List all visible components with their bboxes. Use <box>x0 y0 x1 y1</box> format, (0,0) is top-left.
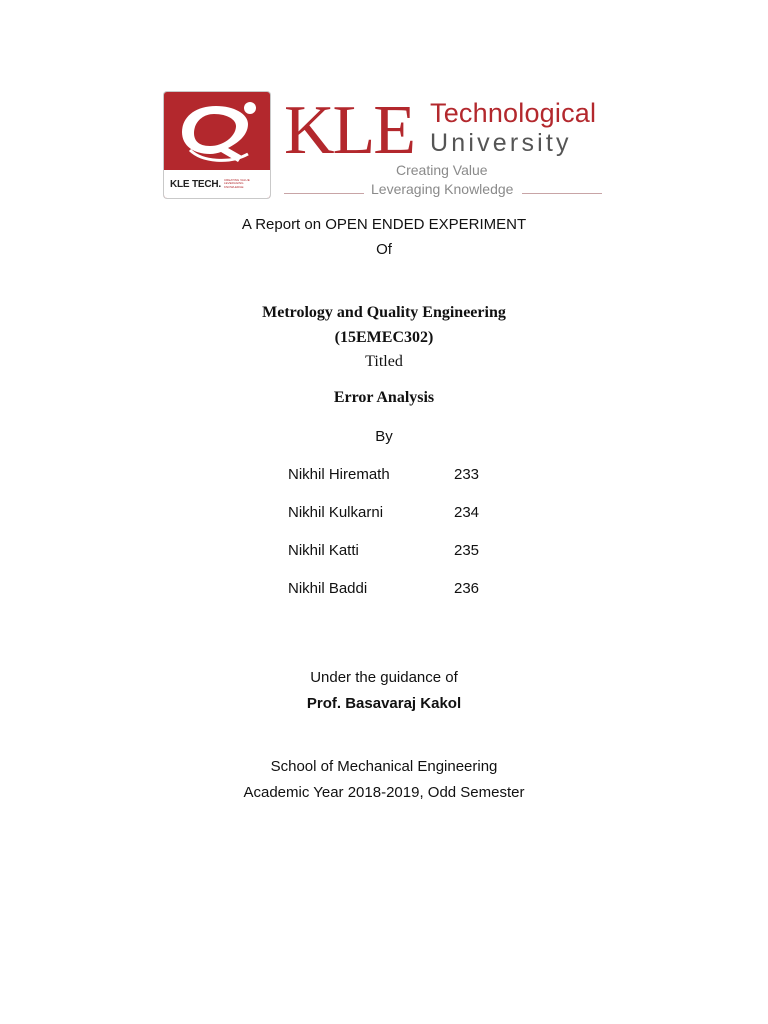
guide-name: Prof. Basavaraj Kakol <box>306 695 462 712</box>
tagline-leveraging-knowledge: Leveraging Knowledge <box>371 181 514 197</box>
member-name: Nikhil Katti <box>288 542 359 559</box>
course-name: Metrology and Quality Engineering <box>262 304 506 321</box>
member-roll: 234 <box>454 504 480 521</box>
emblem-label-strip <box>164 170 270 198</box>
tagline-divider-left <box>284 193 364 194</box>
report-heading: A Report on OPEN ENDED EXPERIMENT <box>241 216 527 233</box>
brand-technological: Technological <box>430 98 597 128</box>
member-name: Nikhil Kulkarni <box>288 504 384 521</box>
report-title: Error Analysis <box>333 389 435 406</box>
member-name: Nikhil Baddi <box>288 580 368 597</box>
member-roll: 235 <box>454 542 480 559</box>
report-of: Of <box>376 241 392 258</box>
member-roll: 233 <box>454 466 480 483</box>
report-titled: Titled <box>365 353 403 370</box>
member-roll: 236 <box>454 580 480 597</box>
member-name: Nikhil Hiremath <box>288 466 390 483</box>
kle-emblem <box>164 92 270 198</box>
academic-year: Academic Year 2018-2019, Odd Semester <box>243 784 525 801</box>
emblem-tagline: CREATING VALUE LEVERAGING KNOWLEDGE <box>223 177 250 189</box>
tagline-divider-right <box>522 193 602 194</box>
course-code: (15EMEC302) <box>334 329 434 346</box>
tagline-creating-value: Creating Value <box>396 162 488 178</box>
guidance-label: Under the guidance of <box>310 669 458 686</box>
report-by: By <box>375 428 393 445</box>
brand-university: University <box>430 129 572 157</box>
kle-q-mark-icon <box>164 92 270 172</box>
brand-kle: KLE <box>284 92 415 169</box>
school-name: School of Mechanical Engineering <box>270 758 498 775</box>
emblem-label: KLE TECH. <box>170 178 221 190</box>
university-logo <box>164 92 606 200</box>
